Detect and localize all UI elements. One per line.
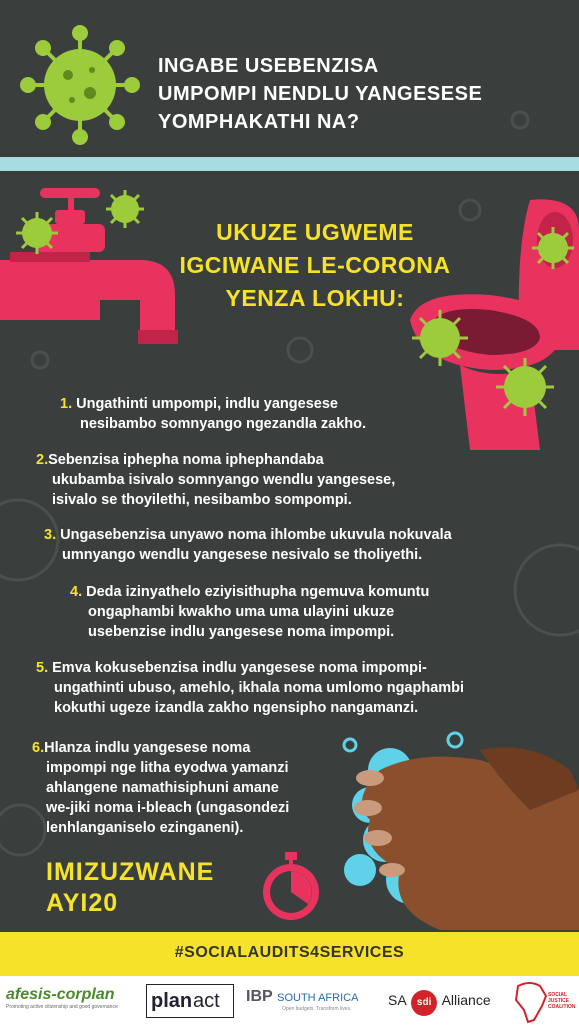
timer-label-line: IMIZUZWANE — [46, 858, 215, 886]
subtitle — [150, 216, 480, 315]
stopwatch-icon — [256, 850, 326, 922]
sasdi-logo-sa: SA — [388, 992, 407, 1008]
timer-label — [46, 857, 214, 919]
step-text: Sebenzisa iphepha noma iphephandaba — [48, 452, 324, 468]
step-text: ahlangene namathisiphuni amane — [46, 780, 279, 796]
step-text: Ungasebenzisa unyawo noma ihlombe ukuvula nokuvala — [60, 527, 452, 543]
virus-icon — [104, 188, 146, 230]
step-text: Emva kokusebenzisa indlu yangesese noma impompi- — [52, 660, 427, 676]
step-item — [36, 450, 486, 510]
virus-icon — [410, 308, 470, 368]
sasdi-logo-sdi: sdi — [411, 990, 437, 1016]
step-item — [60, 394, 440, 434]
virus-icon — [14, 210, 60, 256]
header-title-line: YOMPHAKATHI NA? — [158, 111, 360, 133]
step-number: 2. — [36, 452, 49, 468]
step-number: 1. — [60, 396, 73, 412]
step-text: kokuthi ugeze izandla zakho ngensipho nangamanzi. — [54, 700, 419, 716]
subtitle-line: IGCIWANE LE-CORONA — [179, 252, 451, 278]
step-text: nesibambo somnyango ngezandla zakho. — [80, 416, 367, 432]
step-text: ungathinti ubuso, amehlo, ikhala noma umlomo ngaphambi — [54, 680, 465, 696]
sjc-logo-line: COALITION — [548, 1004, 576, 1010]
hashtag: #SOCIALAUDITS4SERVICES — [174, 944, 405, 961]
sa-sdi-alliance-logo — [388, 990, 508, 1016]
step-item — [32, 738, 362, 838]
virus-icon — [494, 356, 556, 418]
step-number: 6. — [32, 740, 45, 756]
subtitle-line: UKUZE UGWEME — [216, 219, 414, 245]
timer-label-line: AYI20 — [46, 889, 119, 917]
step-text: isivalo se thoyilethi, nesibambo sompompi. — [52, 492, 352, 508]
divider-stripe — [0, 157, 579, 171]
sasdi-logo-alliance: Alliance — [441, 992, 491, 1008]
africa-map-icon — [510, 980, 550, 1026]
step-text: Ungathinti umpompi, indlu yangesese — [76, 396, 338, 412]
ibp-logo-country: SOUTH AFRICA — [277, 992, 359, 1004]
step-text: ongaphambi kwakho uma uma ulayini ukuze — [88, 604, 395, 620]
footer-logos — [0, 976, 579, 1030]
header-title-line: INGABE USEBENZISA — [158, 55, 379, 77]
virus-icon — [530, 225, 576, 271]
planact-logo-act: act — [193, 990, 220, 1012]
ibp-logo-tagline: Open budgets. Transform lives. — [282, 1006, 352, 1012]
header-title — [158, 52, 558, 136]
sjc-logo-line: SOCIAL — [548, 992, 567, 998]
header-title-line: UMPOMPI NENDLU YANGESESE — [158, 83, 483, 105]
subtitle-line: YENZA LOKHU: — [225, 285, 405, 311]
planact-logo-plan: plan — [151, 990, 193, 1012]
step-text: Hlanza indlu yangesese noma — [44, 740, 251, 756]
step-text: umnyango wendlu yangesese nesivalo se tholiyethi. — [62, 547, 423, 563]
step-text: impompi nge litha eyodwa yamanzi — [46, 760, 289, 776]
planact-logo — [146, 984, 234, 1018]
step-text: Deda izinyathelo eziyisithupha ngemuva komuntu — [86, 584, 430, 600]
washing-hands-illustration — [330, 730, 579, 930]
step-text: lenhlanganiselo ezinganeni). — [46, 820, 244, 836]
social-justice-coalition-logo — [548, 992, 578, 1010]
virus-icon — [20, 25, 140, 145]
step-text: we-jiki noma i-bleach (ungasondezi — [46, 800, 290, 816]
step-number: 3. — [44, 527, 57, 543]
step-number: 4. — [70, 584, 83, 600]
step-item — [36, 658, 556, 718]
step-text: usebenzise indlu yangesese noma impompi. — [88, 624, 395, 640]
afesis-logo-tagline: Promoting active citizenship and good governance — [6, 1004, 118, 1010]
ibp-south-africa-logo — [246, 988, 376, 1012]
step-item — [44, 525, 544, 565]
step-number: 5. — [36, 660, 49, 676]
sjc-logo-line: JUSTICE — [548, 998, 570, 1004]
ibp-logo-text: IBP — [246, 988, 273, 1005]
afesis-corplan-logo — [6, 986, 136, 1010]
step-item — [70, 582, 540, 642]
afesis-logo-text: afesis-corplan — [6, 986, 115, 1003]
step-text: ukubamba isivalo somnyango wendlu yangesese, — [52, 472, 396, 488]
